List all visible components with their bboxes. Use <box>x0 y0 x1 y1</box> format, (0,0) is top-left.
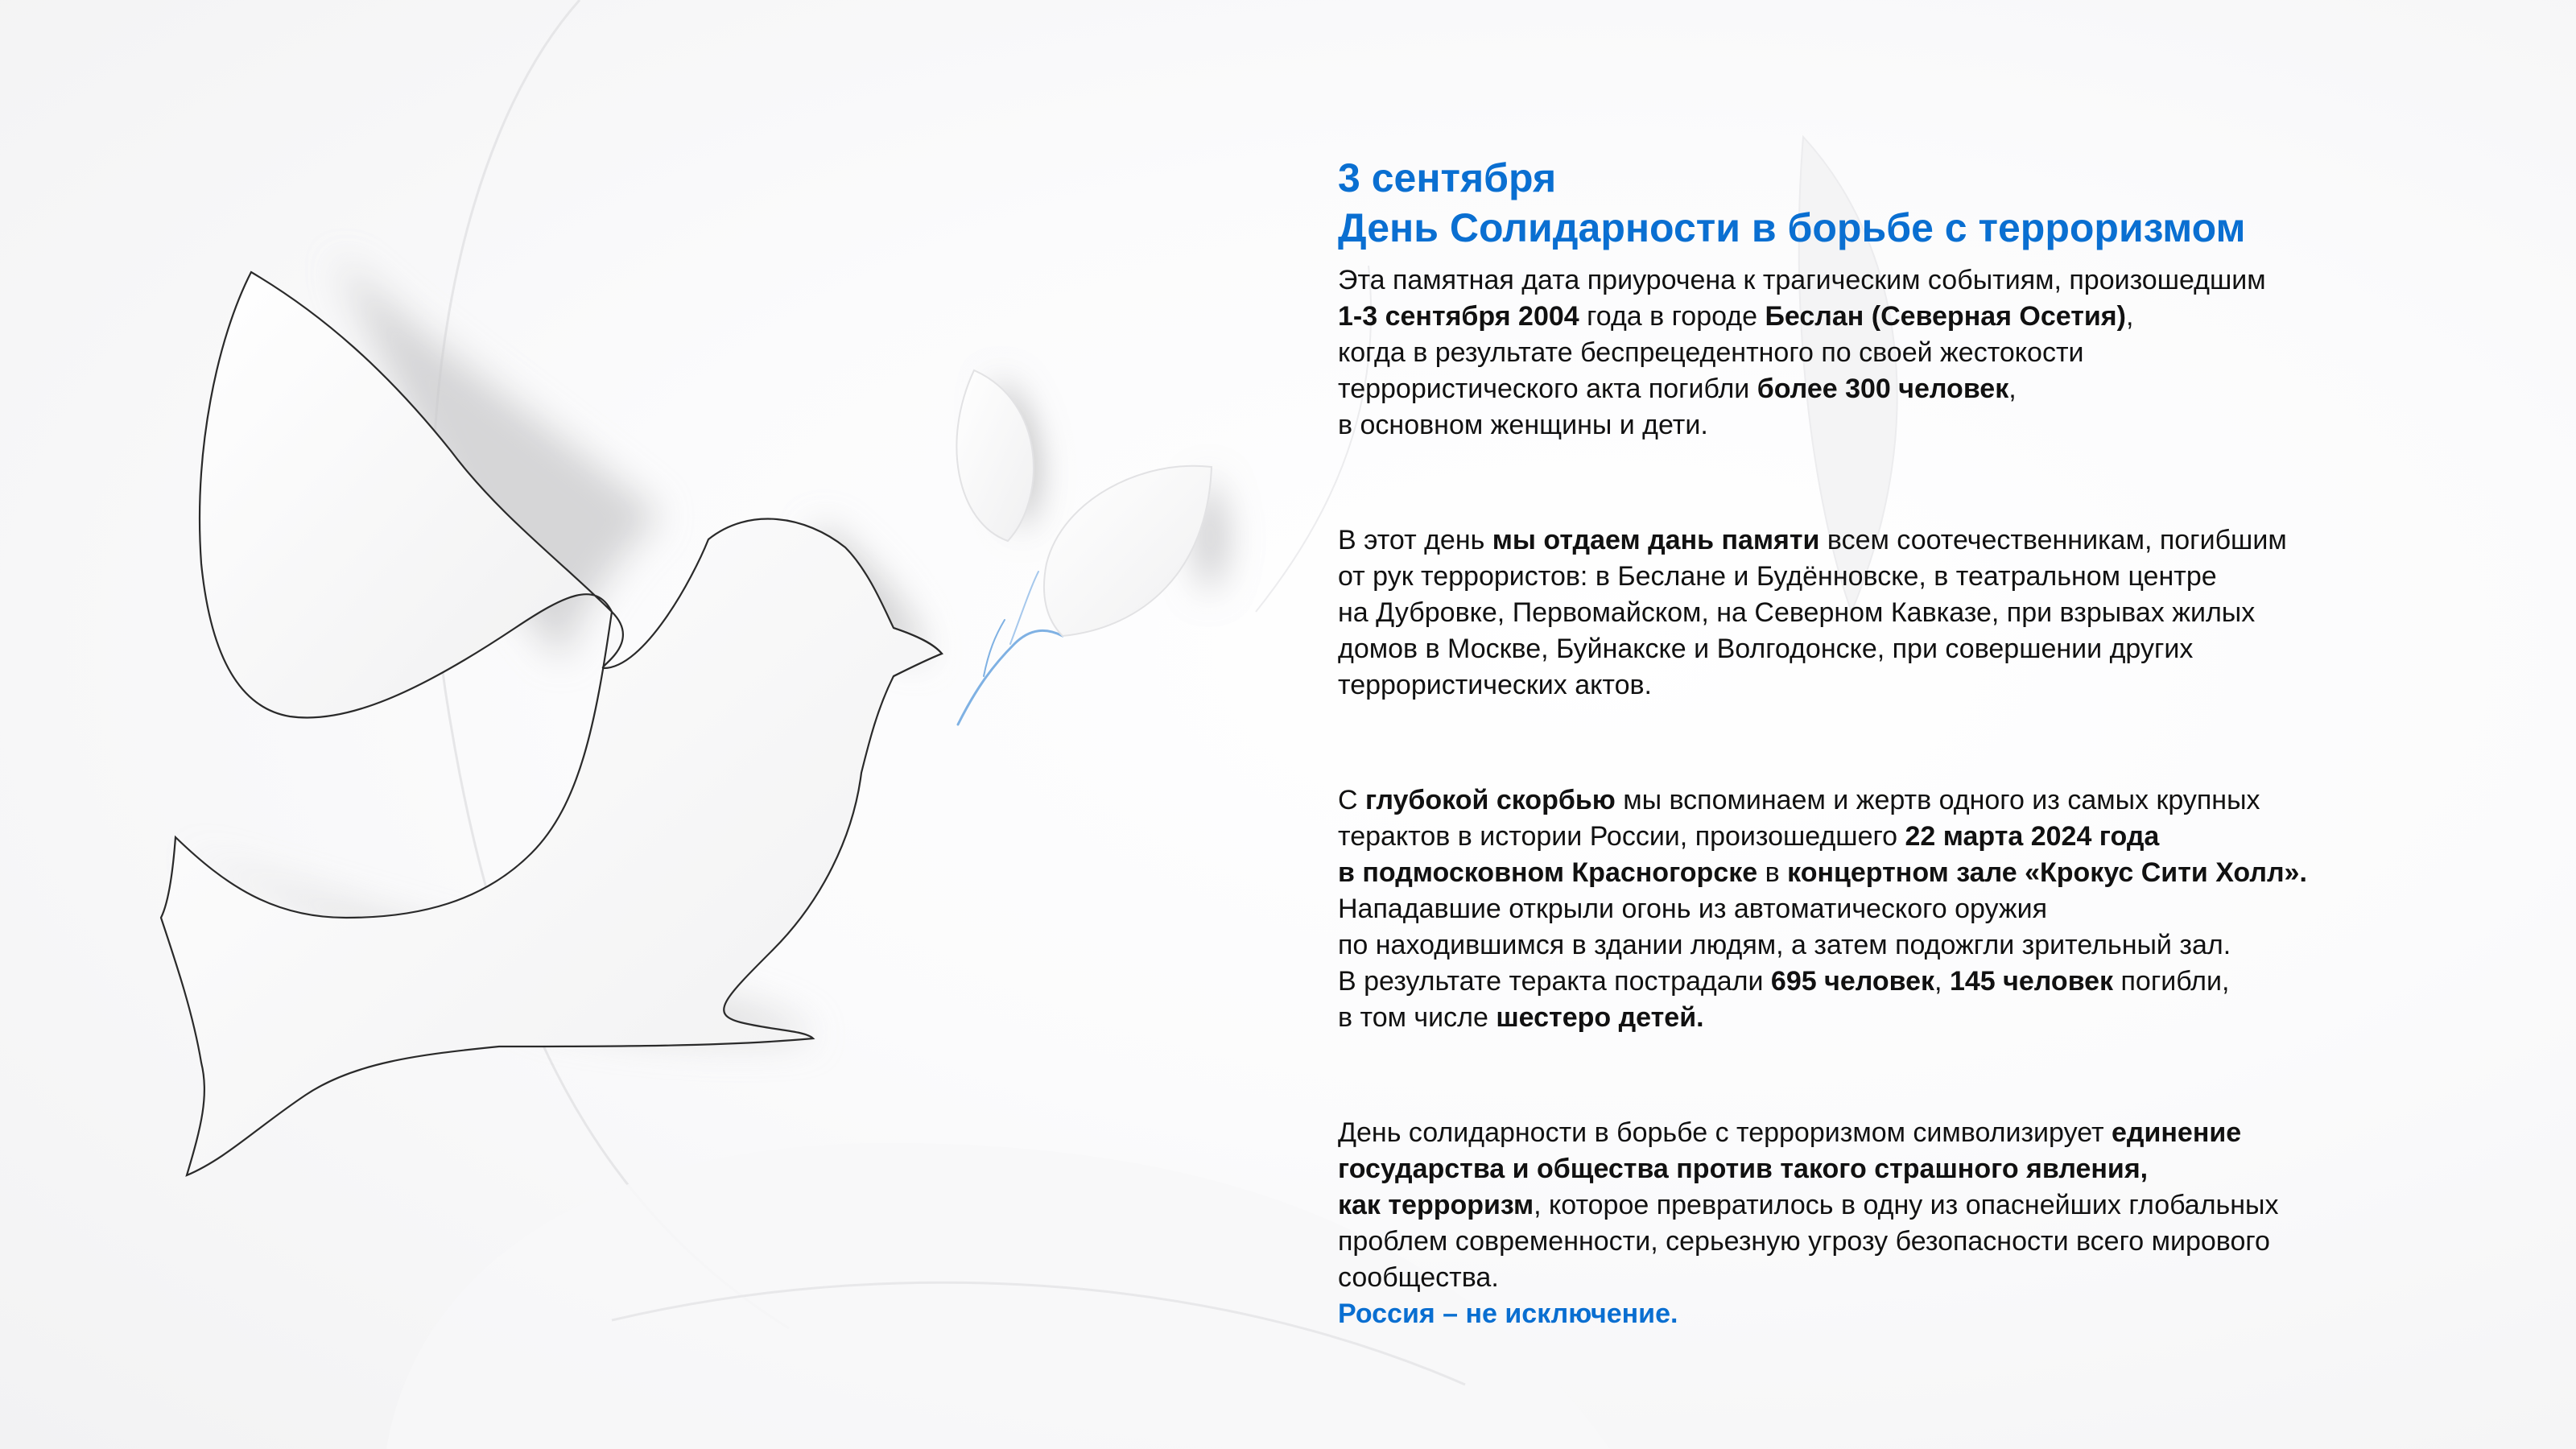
paragraph-line <box>1338 1224 2481 1260</box>
bold-text: 22 марта 2024 года <box>1905 821 2160 852</box>
bold-text: шестеро детей. <box>1496 1002 1704 1033</box>
paragraph-line <box>1338 262 2481 299</box>
heading <box>1338 153 2481 253</box>
bold-text: глубокой скорбью <box>1365 785 1616 815</box>
text-run: проблем современности, серьезную угрозу безопасности всего мирового <box>1338 1226 2270 1257</box>
paragraph-line <box>1338 522 2481 559</box>
paragraph-line <box>1338 964 2481 1000</box>
paragraph-line <box>1338 782 2481 819</box>
text-run: мы вспоминаем и жертв одного из самых крупных <box>1615 785 2260 815</box>
text-run: в <box>1757 857 1788 888</box>
paragraphs <box>1338 262 2481 1332</box>
paragraph-line <box>1338 299 2481 335</box>
paragraph-line <box>1338 819 2481 855</box>
paragraph-3 <box>1338 782 2481 1036</box>
text-run: В этот день <box>1338 525 1492 555</box>
text-run: В результате теракта пострадали <box>1338 966 1771 997</box>
paragraph-line <box>1338 631 2481 667</box>
bold-text: Беслан (Северная Осетия) <box>1765 301 2126 332</box>
text-run: от рук террористов: в Беслане и Будённовске, в театральном центре <box>1338 561 2217 592</box>
paragraph-line <box>1338 891 2481 927</box>
text-run: погибли, <box>2113 966 2230 997</box>
paragraph-1 <box>1338 262 2481 444</box>
paragraph-line <box>1338 559 2481 595</box>
bold-text: концертном зале «Крокус Сити Холл». <box>1787 857 2307 888</box>
paragraph-line <box>1338 1151 2481 1187</box>
paragraph-line <box>1338 407 2481 444</box>
paragraph-line <box>1338 855 2481 891</box>
paragraph-line <box>1338 1260 2481 1296</box>
dove <box>161 272 942 1175</box>
paragraph-line <box>1338 927 2481 964</box>
text-run: всем соотечественникам, погибшим <box>1819 525 2287 555</box>
bold-text: более 300 человек <box>1757 374 2009 404</box>
olive-branch <box>956 370 1212 724</box>
text-run: , которое превратилось в одну из опаснейших глобальных <box>1534 1190 2279 1220</box>
text-content <box>1338 153 2481 1332</box>
bold-text: в <box>1338 857 1363 888</box>
leaf-upper <box>956 370 1034 541</box>
text-run: когда в результате беспрецедентного по своей жестокости <box>1338 337 2084 368</box>
text-run: в основном женщины и дети. <box>1338 410 1708 440</box>
paragraph-2 <box>1338 522 2481 704</box>
text-run: домов в Москве, Буйнакске и Волгодонске, при совершении других <box>1338 634 2194 664</box>
bold-text: мы отдаем дань памяти <box>1492 525 1820 555</box>
text-run: , <box>2125 301 2134 332</box>
text-run: на Дубровке, Первомайском, на Северном Кавказе, при взрывах жилых <box>1338 597 2256 628</box>
leaf-lower <box>1044 466 1212 636</box>
paragraph-line <box>1338 1115 2481 1151</box>
paragraph-line <box>1338 371 2481 407</box>
paragraph-line <box>1338 335 2481 371</box>
text-run: Эта памятная дата приурочена к трагическим событиям, произошедшим <box>1338 265 2266 295</box>
paragraph-4 <box>1338 1115 2481 1332</box>
text-run: террористических актов. <box>1338 670 1653 700</box>
paragraph-line <box>1338 1000 2481 1036</box>
text-run: в том числе <box>1338 1002 1496 1033</box>
closing-statement: Россия – не исключение. <box>1338 1298 1678 1329</box>
bold-text: единение <box>2112 1117 2242 1148</box>
text-run: по находившимся в здании людям, а затем подожгли зрительный зал. <box>1338 930 2231 960</box>
text-run: , <box>2008 374 2017 404</box>
bold-text: государства и общества против такого страшного явления, <box>1338 1154 2149 1184</box>
text-run: Нападавшие открыли огонь из автоматического оружия <box>1338 894 2048 924</box>
bold-text: подмосковном Красногорске <box>1362 857 1758 888</box>
bold-text: 1-3 сентября 2004 <box>1338 301 1579 332</box>
heading-title: День Солидарности в борьбе с терроризмом <box>1338 205 2246 250</box>
text-run: сообщества. <box>1338 1262 1499 1293</box>
bold-text: как терроризм <box>1338 1190 1534 1220</box>
text-run: террористического акта погибли <box>1338 374 1757 404</box>
paragraph-line <box>1338 595 2481 631</box>
heading-date: 3 сентября <box>1338 155 1557 200</box>
bold-text: 695 человек <box>1770 966 1935 997</box>
paragraph-line <box>1338 1187 2481 1224</box>
text-run: терактов в истории России, произошедшего <box>1338 821 1905 852</box>
bold-text: 145 человек <box>1949 966 2114 997</box>
text-run: День солидарности в борьбе с терроризмом символизирует <box>1338 1117 2112 1148</box>
text-run: , <box>1934 966 1950 997</box>
text-run: С <box>1338 785 1365 815</box>
text-run: года в городе <box>1579 301 1765 332</box>
paragraph-line <box>1338 667 2481 704</box>
